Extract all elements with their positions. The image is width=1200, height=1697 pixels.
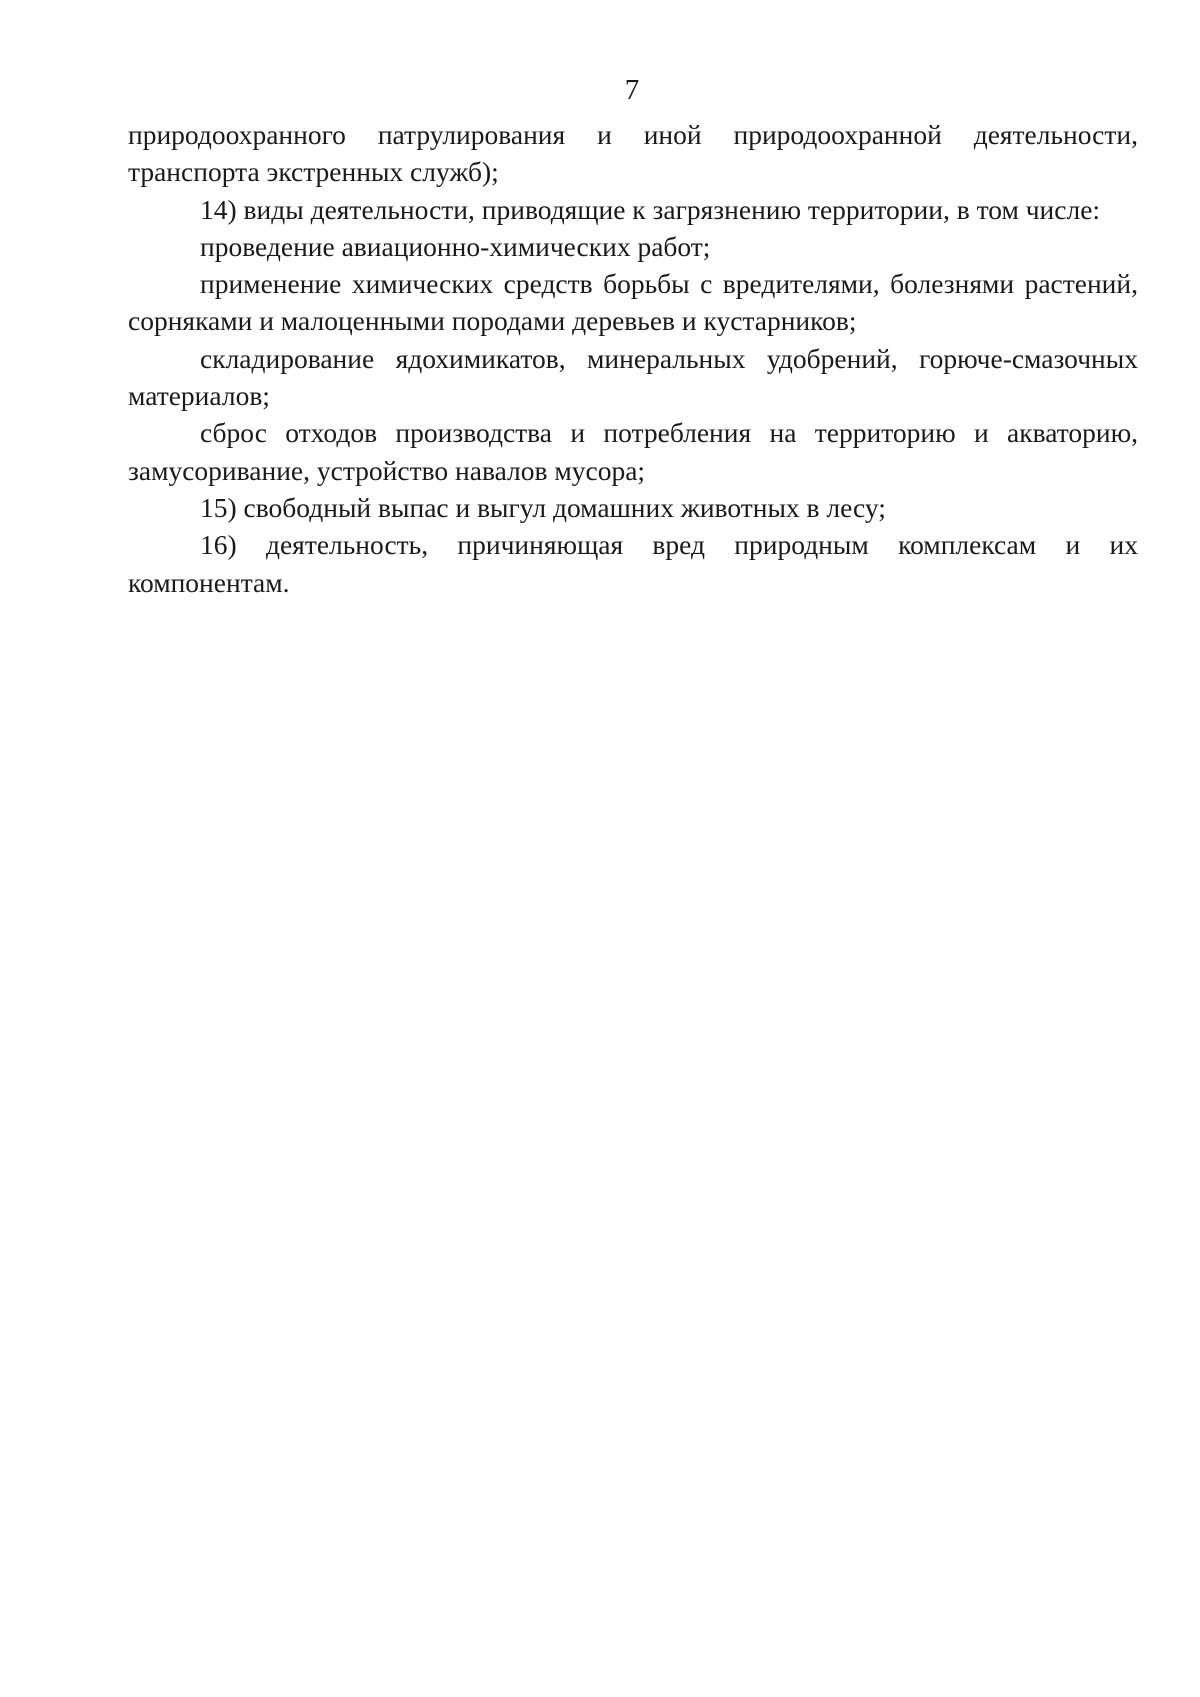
page-number: 7 [624,74,640,106]
paragraph-item-16: 16) деятельность, причиняющая вред природным комплексам и их компонентам. [128,529,1138,598]
paragraph-chemical-pest-control: применение химических средств борьбы с вредителями, болезнями растений, сорняками и малоценными породами деревьев и кустарников; [128,268,1138,337]
paragraph-aviation-chemical-works: проведение авиационно-химических работ; [200,230,711,262]
paragraph-item-15: 15) свободный выпас и выгул домашних животных в лесу; [200,491,886,523]
document-body [128,116,1138,601]
paragraph-storage-chemicals: складирование ядохимикатов, минеральных удобрений, горюче-смазочных материалов; [128,342,1138,412]
paragraph-waste-dumping: сброс отходов производства и потребления на территорию и акваторию, замусоривание, устройство навалов мусора; [128,417,1138,486]
paragraph-item-14: 14) виды деятельности, приводящие к загрязнению территории, в том числе: [200,193,1101,225]
paragraph-continuation: природоохранного патрулирования и иной природоохранной деятельности, транспорта экстренных служб); [128,119,1138,188]
